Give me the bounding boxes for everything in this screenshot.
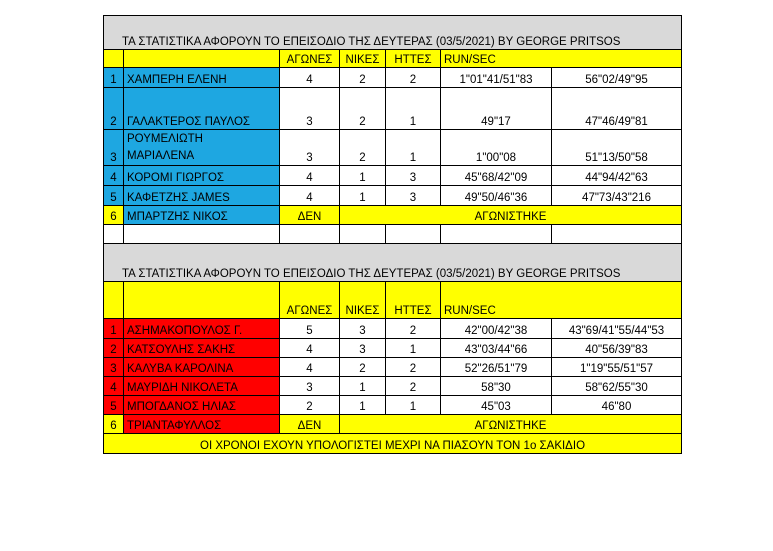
player-name: ΚΑΤΣΟΥΛΗΣ ΣΑΚΗΣ [124,339,280,358]
table-row: 2 ΓΑΛΑΚΤΕΡΟΣ ΠΑΥΛΟΣ 3 2 1 49"17 47"46/49"81 [104,88,682,130]
player-name: ΜΠΟΓΔΑΝΟΣ ΗΛΙΑΣ [124,396,280,415]
footer-note: ΟΙ ΧΡΟΝΟΙ ΕΧΟΥΝ ΥΠΟΛΟΓΙΣΤΕΙ ΜΕΧΡΙ ΝΑ ΠΙΑΣΟΥΝ ΤΟΝ 1ο ΣΑΚΙΔΙΟ [104,434,682,454]
spacer-row [104,225,682,244]
table-row: 5 ΚΑΦΕΤΖΗΣ JAMES 4 1 3 49"50/46"36 47"73/43"216 [104,186,682,206]
table-row: 5 ΜΠΟΓΔΑΝΟΣ ΗΛΙΑΣ 2 1 1 45"03 46"80 [104,396,682,415]
table-row: 6 ΜΠΑΡΤΖΗΣ ΝΙΚΟΣ ΔΕΝ ΑΓΩΝΙΣΤΗΚΕ [104,206,682,225]
header-wins: ΝΙΚΕΣ [340,282,386,319]
player-name: ΓΑΛΑΚΤΕΡΟΣ ΠΑΥΛΟΣ [124,88,280,130]
player-name: ΚΑΦΕΤΖΗΣ JAMES [124,186,280,206]
header-games: ΑΓΩΝΕΣ [280,282,340,319]
header-losses: ΗΤΤΕΣ [386,50,441,68]
player-name: ΑΣΗΜΑΚΟΠΟΥΛΟΣ Γ. [124,319,280,339]
spreadsheet [103,15,681,454]
table-row: 3 ΚΑΛΥΒΑ ΚΑΡΟΛΙΝΑ 4 2 2 52"26/51"79 1"19"55/51"57 [104,358,682,377]
table-row: 1 ΑΣΗΜΑΚΟΠΟΥΛΟΣ Γ. 5 3 2 42"00/42"38 43"69/41"55/44"53 [104,319,682,339]
footer-row [104,434,682,454]
not-played-note: ΑΓΩΝΙΣΤΗΚΕ [340,206,682,225]
table1-title-row [104,16,682,50]
table-row: 2 ΚΑΤΣΟΥΛΗΣ ΣΑΚΗΣ 4 3 1 43"03/44"66 40"56/39"83 [104,339,682,358]
player-name: ΚΟΡΟΜΙ ΓΙΩΡΓΟΣ [124,166,280,186]
player-name: ΚΑΛΥΒΑ ΚΑΡΟΛΙΝΑ [124,358,280,377]
not-played-note: ΑΓΩΝΙΣΤΗΚΕ [340,415,682,434]
table-row: 4 ΚΟΡΟΜΙ ΓΙΩΡΓΟΣ 4 1 3 45"68/42"09 44"94/42"63 [104,166,682,186]
table-row: 6 ΤΡΙΑΝΤΑΦΥΛΛΟΣ ΔΕΝ ΑΓΩΝΙΣΤΗΚΕ [104,415,682,434]
header-run-sec: RUN/SEC [441,282,682,319]
player-name: ΡΟΥΜΕΛΙΩΤΗ ΜΑΡΙΑΛΕΝΑ [124,130,280,166]
header-run-sec: RUN/SEC [441,50,682,68]
player-name: ΜΠΑΡΤΖΗΣ ΝΙΚΟΣ [124,206,280,225]
player-name: ΜΑΥΡΙΔΗ ΝΙΚΟΛΕΤΑ [124,377,280,396]
player-name: ΤΡΙΑΝΤΑΦΥΛΛΟΣ [124,415,280,434]
header-losses: ΗΤΤΕΣ [386,282,441,319]
table2-header-row [104,282,682,319]
table-row: 4 ΜΑΥΡΙΔΗ ΝΙΚΟΛΕΤΑ 3 1 2 58"30 58"62/55"30 [104,377,682,396]
table-row: 1 ΧΑΜΠΕΡΗ ΕΛΕΝΗ 4 2 2 1"01"41/51"83 56"02/49"95 [104,68,682,88]
header-games: ΑΓΩΝΕΣ [280,50,340,68]
table-row: 3 ΡΟΥΜΕΛΙΩΤΗ ΜΑΡΙΑΛΕΝΑ 3 2 1 1"00"08 51"13/50"58 [104,130,682,166]
player-name: ΧΑΜΠΕΡΗ ΕΛΕΝΗ [124,68,280,88]
stats-table [103,15,682,454]
header-wins: ΝΙΚΕΣ [340,50,386,68]
table1-title: ΤΑ ΣΤΑΤΙΣΤΙΚΑ ΑΦΟΡΟΥΝ ΤΟ ΕΠΕΙΣΟΔΙΟ ΤΗΣ ΔΕΥΤΕΡΑΣ (03/5/2021) BY GEORGE PRITSOS [104,16,682,50]
table2-title-row [104,244,682,282]
table2-title: ΤΑ ΣΤΑΤΙΣΤΙΚΑ ΑΦΟΡΟΥΝ ΤΟ ΕΠΕΙΣΟΔΙΟ ΤΗΣ ΔΕΥΤΕΡΑΣ (03/5/2021) BY GEORGE PRITSOS [104,244,682,282]
table1-header-row [104,50,682,68]
